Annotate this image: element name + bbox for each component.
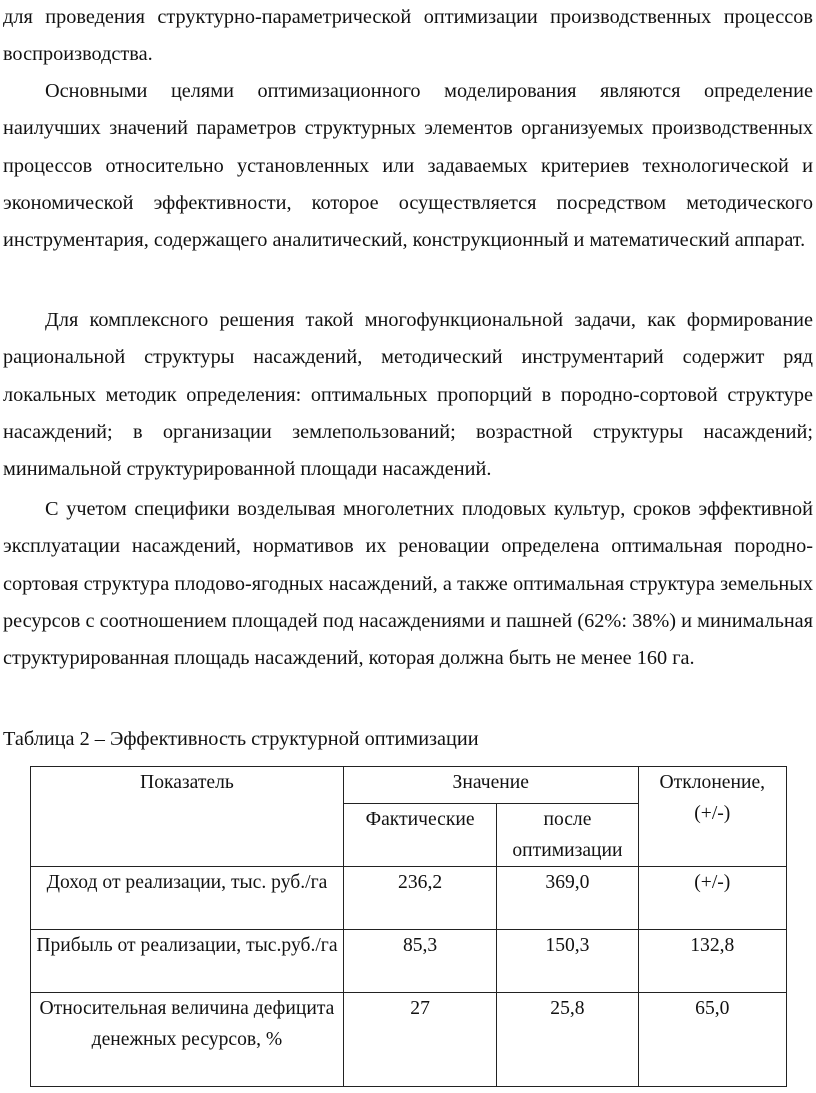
row-indicator: Относительная величина дефицита денежных ресурсов, % [31,993,344,1087]
paragraph-methodical-tools: Для комплексного решения такой многофункциональной задачи, как формирование рациональной структуры насаждений, методический инструментарий содержит ряд локальных методик определения: оптимальных пропорций в породно-сортовой структуре насаждений; в организации землепользований; возрастной структуры насаждений; минимальной структурированной площади насаждений. [3,309,813,481]
row-indicator: Доход от реализации, тыс. руб./га [31,867,344,930]
table-row [31,930,787,993]
paragraph-optimization-goals: Основными целями оптимизационного моделирования являются определение наилучших значений параметров структурных элементов организуемых производственных процессов относительно установленных или задаваемых критериев технологической и экономической эффективности, которое осуществляется посредством методического инструментария, содержащего аналитический, конструкционный и математический аппарат. [3,80,813,252]
header-value: Значение [343,767,638,804]
row-deviation: (+/-) [638,867,786,930]
row-after-optimization: 25,8 [497,993,638,1087]
row-actual: 85,3 [343,930,496,993]
table-row [31,993,787,1087]
row-deviation: 65,0 [638,993,786,1087]
row-after-optimization: 369,0 [497,867,638,930]
header-deviation: Отклонение, (+/-) [638,767,786,867]
table-header-row [31,767,787,804]
row-actual: 27 [343,993,496,1087]
row-actual: 236,2 [343,867,496,930]
paragraph-optimal-structure: С учетом специфики возделывая многолетних плодовых культур, сроков эффективной эксплуатации насаждений, нормативов их реновации определена оптимальная породно-сортовая структура плодово-ягодных насаждений, а также оптимальная структура земельных ресурсов с соотношением площадей под насаждениями и пашней (62%: 38%) и минимальная структурированная площадь насаждений, которая должна быть не менее 160 га. [3,498,813,670]
header-after-optimization: после оптимизации [497,804,638,867]
header-indicator: Показатель [31,767,344,867]
row-indicator: Прибыль от реализации, тыс.руб./га [31,930,344,993]
row-after-optimization: 150,3 [497,930,638,993]
row-deviation: 132,8 [638,930,786,993]
table-row [31,867,787,930]
header-actual: Фактические [343,804,496,867]
paragraph-continuation: для проведения структурно-параметрической оптимизации производственных процессов воспроизводства. [3,6,813,66]
efficiency-table [30,766,787,1087]
table-caption: Таблица 2 – Эффективность структурной оптимизации [3,728,479,750]
